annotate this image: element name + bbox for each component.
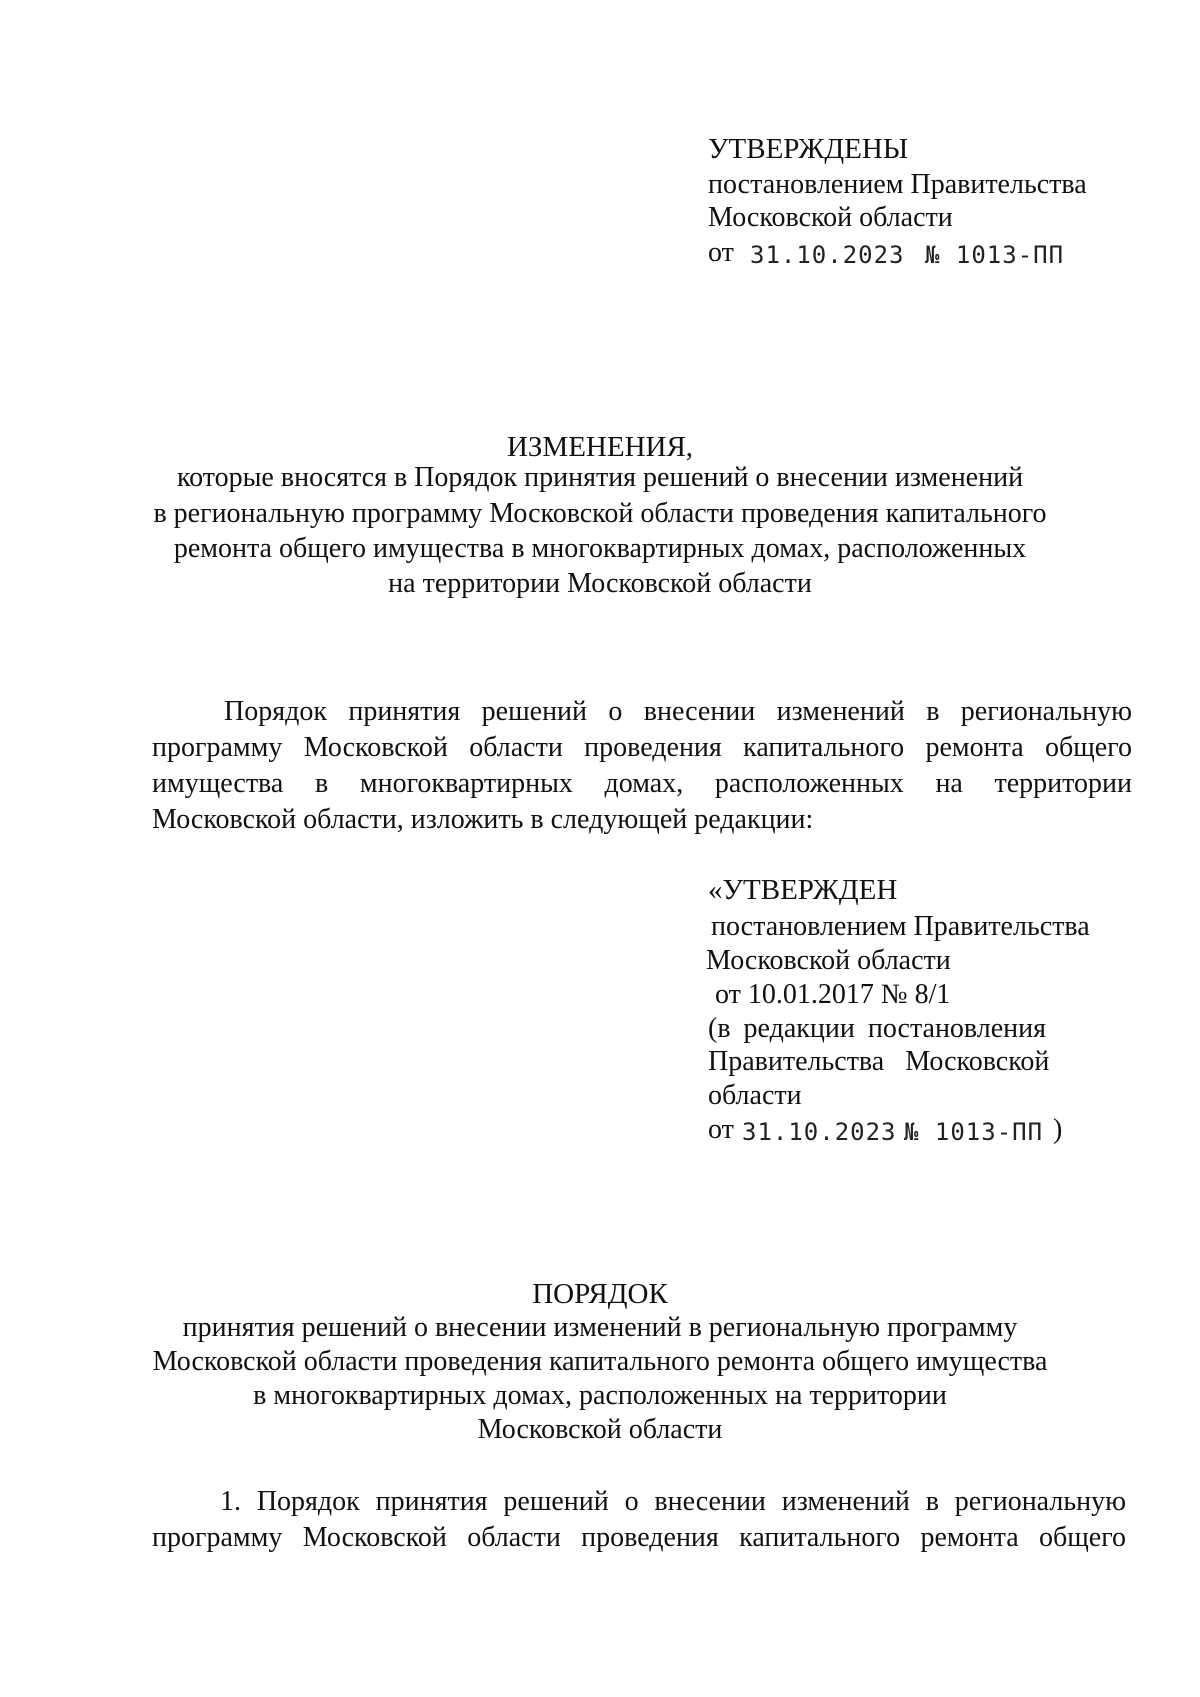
order-subtitle-line: Московской области проведения капитального ремонта общего имущества: [152, 1346, 1048, 1377]
order-title: ПОРЯДОК: [532, 1278, 668, 1310]
order-subtitle-line: Московской области: [477, 1414, 723, 1445]
approval-date-prefix: от: [708, 237, 734, 268]
clause-line: 1. Порядок принятия решений о внесении изменений в региональную: [220, 1486, 1126, 1517]
changes-subtitle-line: на территории Московской области: [388, 568, 812, 599]
quoted-approval-heading: «УТВЕРЖДЕН: [708, 874, 898, 906]
quoted-approval-line: Правительства Московской: [708, 1046, 1050, 1077]
approval-heading: УТВЕРЖДЕНЫ: [708, 133, 909, 165]
approval-date: 31.10.2023: [750, 241, 905, 269]
paragraph-line: программу Московской области проведения капитального ремонта общего: [152, 732, 1132, 763]
quoted-approval-line: от 10.01.2017 № 8/1: [715, 979, 951, 1010]
quoted-approval-close: ): [1053, 1114, 1063, 1145]
changes-title: ИЗМЕНЕНИЯ,: [506, 431, 694, 463]
quoted-approval-number: № 1013-ПП: [904, 1118, 1044, 1146]
approval-number: № 1013-ПП: [925, 241, 1065, 269]
paragraph-line: имущества в многоквартирных домах, расположенных на территории: [152, 768, 1132, 799]
quoted-approval-line: области: [708, 1080, 802, 1111]
changes-subtitle-line: которые вносятся в Порядок принятия решений о внесении изменений: [176, 462, 1024, 493]
paragraph-line: Порядок принятия решений о внесении изменений в региональную: [224, 696, 1132, 727]
quoted-approval-line: (в редакции постановления: [708, 1013, 1047, 1044]
order-subtitle-line: принятия решений о внесении изменений в региональную программу: [182, 1312, 1018, 1343]
approval-line: постановлением Правительства: [708, 169, 1087, 200]
quoted-approval-date: 31.10.2023: [742, 1118, 897, 1146]
approval-line: Московской области: [708, 202, 953, 233]
quoted-approval-line: Московской области: [706, 945, 951, 976]
order-subtitle-line: в многоквартирных домах, расположенных на территории: [253, 1380, 947, 1411]
changes-subtitle-line: в региональную программу Московской области проведения капитального: [153, 498, 1047, 529]
clause-line: программу Московской области проведения капитального ремонта общего: [152, 1522, 1126, 1553]
quoted-approval-date-prefix: от: [708, 1114, 734, 1145]
paragraph-line: Московской области, изложить в следующей редакции:: [152, 804, 814, 835]
quoted-approval-line: постановлением Правительства: [711, 911, 1090, 942]
changes-subtitle-line: ремонта общего имущества в многоквартирных домах, расположенных: [173, 533, 1027, 564]
